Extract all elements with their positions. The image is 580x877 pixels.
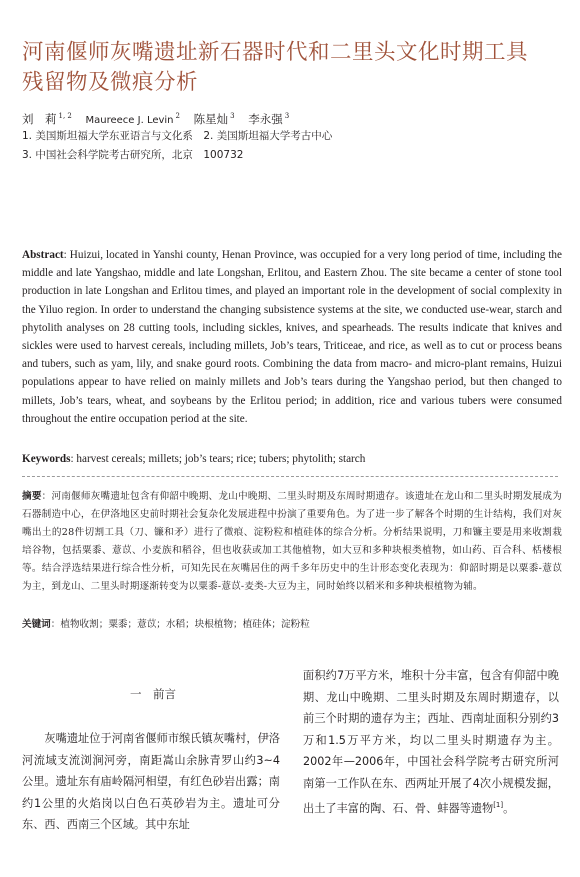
keywords-text: harvest cereals; millets; job’s tears; rice; tubers; phytolith; starch — [76, 453, 366, 465]
author-list — [22, 108, 299, 129]
section-title: 前言 — [153, 687, 176, 701]
author-affiliation-mark: 3 — [284, 112, 290, 120]
abstract-chinese — [22, 488, 562, 597]
keywords-label: Keywords — [22, 453, 71, 465]
keywords-label: 关键词 — [22, 619, 51, 630]
section-number: 一 — [130, 687, 142, 701]
paper-title-line-2: 残留物及微痕分析 — [22, 70, 199, 95]
author-name: Maureece J. Levin — [85, 115, 174, 126]
keywords-text: 植物收割；粟黍；薏苡；水稻；块根植物；植硅体；淀粉粒 — [60, 619, 310, 630]
keywords-separator: : — [70, 453, 77, 465]
section-heading — [22, 686, 284, 702]
body-paragraph: 面积约7万平方米，堆积十分丰富，包含有仰韶中晚期、龙山中晚期、二里头时期及东周时期遗存，以前三个时期的遗存为主；西址、西南址面积分别约3万和1.5万平方米，均以二里头时期遗存为主。2002年—2006年，中国社会科学院考古研究所河南第一工作队在东、西两址开展了4次小规模发掘，出土了丰富的陶、石、骨、蚌器等遗物 — [303, 669, 559, 815]
abstract-english — [22, 246, 562, 428]
abstract-text: Huizui, located in Yanshi county, Henan Province, was occupied for a very long period of time, including the middle and late Yangshao, middle and late Longshan, Erlitou, and Eastern Zhou. The site became a center of stone tool production in late Longshan and Erlitou times, and played an important role in the development of social complexity in the Yiluo region. In order to understand the changing subsistence systems at the site, we conducted use-wear, starch and phytolith analyses on 28 cutting tools, including sickles, knives, and spearheads. The results indicate that knives and sickles were used to harvest cereals, including millets, Job’s tears, Triticeae, and rice, as well as to cut or process beans and tubers, such as yam, lily, and snake gourd roots. Combining the data from macro- and micro-plant remains, Huizui populations appear to have relied on mainly millets and Job’s tears during the Yangshao period, but then changed to millets, Job’s tears, wheat, and soybeans by the Erlitou period; in addition, rice and various tubers were consumed throughout the entire occupation period at the site. — [22, 249, 562, 425]
paper-title-line-1: 河南偃师灰嘴遗址新石器时代和二里头文化时期工具 — [22, 40, 529, 65]
keywords-separator: ： — [50, 619, 61, 630]
abstract-separator: ： — [41, 491, 52, 502]
abstract-text: 河南偃师灰嘴遗址包含有仰韶中晚期、龙山中晚期、二里头时期及东周时期遗存。该遗址在龙山和二里头时期发展成为石器制造中心，在伊洛地区史前时期社会复杂化发展进程中扮演了重要角色。为了进一步了解各个时期的生计结构，我们对灰嘴出土的28件切割工具（刀、镰和矛）进行了微痕、淀粉粒和植硅体的综合分析。分析结果说明，刀和镰主要是用来收割栽培谷物，包括粟黍、薏苡、小麦族和稻谷，但也收获或加工其他植物，如大豆和多种块根类植物，如山药、百合科、栝楼根等。结合浮选结果进行综合性分析，可知先民在灰嘴居住的两千多年历史中的生计形态变化表现为：仰韶时期是以粟黍-薏苡为主，到龙山、二里头时期逐渐转变为以粟黍-薏苡-麦类-大豆为主，同时始终以稻米和多种块根植物为辅。 — [22, 491, 562, 593]
citation-reference[interactable]: [1] — [493, 800, 504, 809]
body-paragraph: 灰嘴遗址位于河南省偃师市缑氏镇灰嘴村，伊洛河流域支流浏涧河旁，南距嵩山余脉青罗山约3~4公里。遗址东有庙岭隔河相望，有红色砂岩出露；南约1公里的火焰岗以白色石英砂岩为主。遗址可分东、西、西南三个区域。其中东址 — [22, 732, 280, 832]
author-affiliation-mark: 2 — [175, 112, 180, 120]
keywords-chinese — [22, 617, 562, 633]
paper-title — [22, 38, 562, 98]
divider-rule — [22, 476, 558, 477]
abstract-label: 摘要 — [22, 491, 42, 502]
author-affiliation-mark: 1, 2 — [58, 112, 72, 120]
author-name: 李永强 — [248, 112, 283, 126]
author-affiliation-mark: 3 — [230, 112, 235, 120]
keywords-english — [22, 451, 562, 467]
affiliation-line-2: 3. 中国社会科学院考古研究所，北京 100732 — [22, 149, 244, 161]
author-name: 陈星灿 — [193, 112, 229, 126]
body-column-right — [303, 665, 559, 819]
affiliation-line-1: 1. 美国斯坦福大学东亚语言与文化系 2. 美国斯坦福大学考古中心 — [22, 130, 333, 142]
body-paragraph-end: 。 — [503, 801, 515, 815]
abstract-label: Abstract — [22, 249, 64, 261]
abstract-separator: : — [63, 249, 70, 261]
author-name: 刘 莉 — [22, 112, 57, 126]
body-column-left — [22, 728, 280, 836]
